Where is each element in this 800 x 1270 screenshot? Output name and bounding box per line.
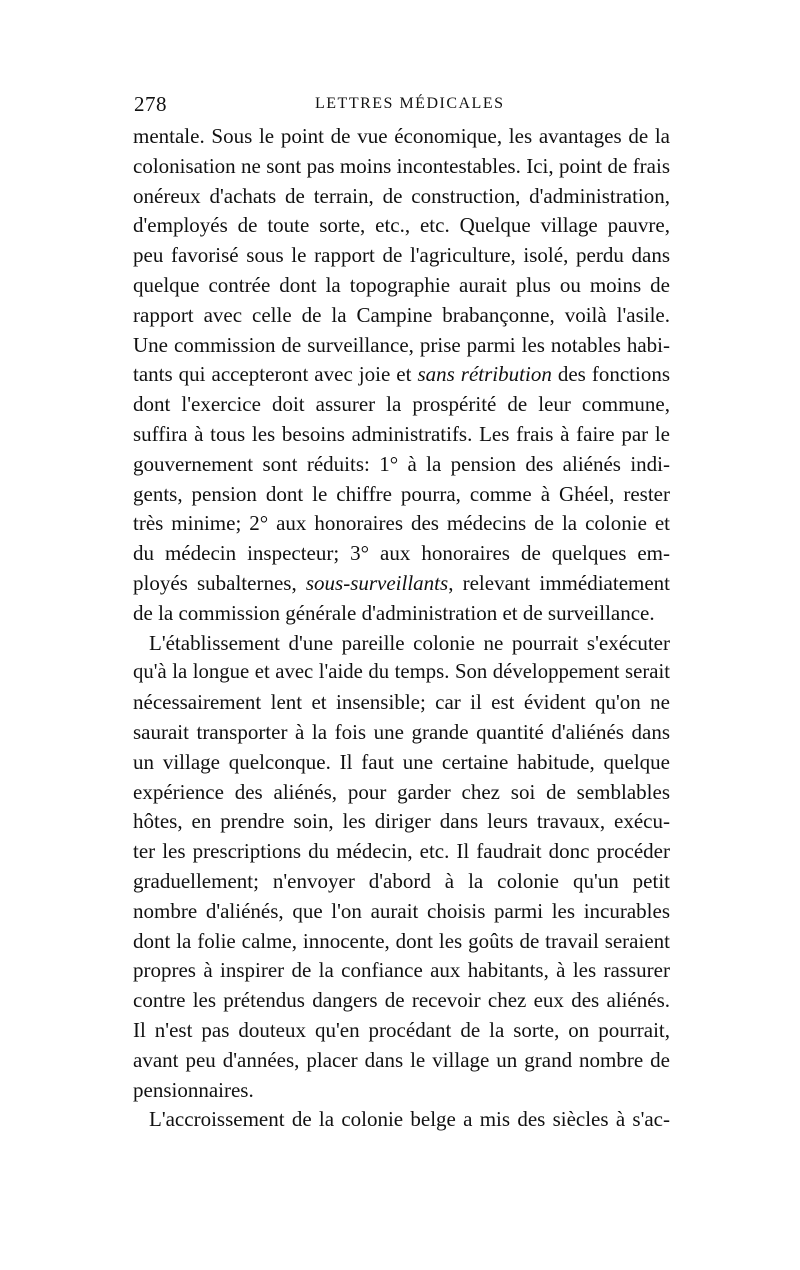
text-segment: ployés subalternes, xyxy=(133,570,306,595)
italic-phrase: sous-surveillants xyxy=(305,570,449,595)
text-segment: des fonctions xyxy=(551,362,671,387)
text-line: ter les prescriptions du médecin, etc. Il faudrait donc procéder xyxy=(133,839,670,864)
text-line: L'établissement d'une pareille colonie ne pourrait s'exécuter xyxy=(149,630,670,655)
text-segment: tants qui accepteront avec joie et xyxy=(133,362,418,387)
text-line: de la commission générale d'administration et de surveillance. xyxy=(133,600,655,625)
text-line: Une commission de surveillance, prise parmi les notables habi- xyxy=(133,332,670,357)
text-line: mentale. Sous le point de vue économique, les avantages de la xyxy=(133,124,670,148)
text-line: du médecin inspecteur; 3° aux honoraires de quelques em- xyxy=(133,541,670,566)
text-line: Il n'est pas douteux qu'en procédant de la sorte, on pourrait, xyxy=(133,1017,670,1042)
book-page xyxy=(133,0,670,1270)
body-text xyxy=(133,122,670,1135)
text-line: suffira à tous les besoins administratifs. Les frais à faire par le xyxy=(133,421,670,446)
text-line xyxy=(133,569,670,599)
italic-phrase: sans rétribution xyxy=(417,362,552,387)
text-line: L'accroissement de la colonie belge a mis des siècles à s'ac- xyxy=(149,1107,670,1132)
text-line: d'employés de toute sorte, etc., etc. Quelque village pauvre, xyxy=(133,213,670,238)
text-line: quelque contrée dont la topographie aurait plus ou moins de xyxy=(133,272,670,297)
text-line: graduellement; n'envoyer d'abord à la colonie qu'un petit xyxy=(133,868,670,893)
text-line: pensionnaires. xyxy=(133,1077,254,1102)
text-line: rapport avec celle de la Campine brabançonne, voilà l'asile. xyxy=(133,302,670,327)
text-line: un village quelconque. Il faut une certaine habitude, quelque xyxy=(133,749,670,774)
text-line: propres à inspirer de la confiance aux habitants, à les rassurer xyxy=(133,958,670,983)
text-line: dont l'exercice doit assurer la prospérité de leur commune, xyxy=(133,392,670,417)
text-line: gouvernement sont réduits: 1° à la pension des aliénés indi- xyxy=(133,451,670,476)
text-line: colonisation ne sont pas moins incontestables. Ici, point de frais xyxy=(133,153,670,178)
text-segment: , relevant immédiatement xyxy=(448,570,671,595)
text-line: saurait transporter à la fois une grande quantité d'aliénés dans xyxy=(133,719,670,744)
text-line: très minime; 2° aux honoraires des médecins de la colonie et xyxy=(133,511,670,536)
text-line: nombre d'aliénés, que l'on aurait choisis parmi les incurables xyxy=(133,898,670,923)
page-number: 278 xyxy=(134,92,167,116)
running-title: LETTRES MÉDICALES xyxy=(315,95,505,112)
text-line: peu favorisé sous le rapport de l'agriculture, isolé, perdu dans xyxy=(133,243,670,268)
running-head xyxy=(133,92,670,120)
text-line xyxy=(133,360,670,390)
text-line: gents, pension dont le chiffre pourra, comme à Ghéel, rester xyxy=(133,481,670,506)
text-line: nécessairement lent et insensible; car il est évident qu'on ne xyxy=(133,690,670,715)
text-line: dont la folie calme, innocente, dont les goûts de travail seraient xyxy=(133,928,670,953)
text-line: onéreux d'achats de terrain, de construction, d'administration, xyxy=(133,183,670,208)
text-line: hôtes, en prendre soin, les diriger dans leurs travaux, exécu- xyxy=(133,809,670,834)
text-line: qu'à la longue et avec l'aide du temps. Son développement serait xyxy=(133,661,670,684)
text-line: contre les prétendus dangers de recevoir chez eux des aliénés. xyxy=(133,988,670,1013)
text-line: avant peu d'années, placer dans le village un grand nombre de xyxy=(133,1047,670,1072)
text-line: expérience des aliénés, pour garder chez soi de semblables xyxy=(133,779,670,804)
